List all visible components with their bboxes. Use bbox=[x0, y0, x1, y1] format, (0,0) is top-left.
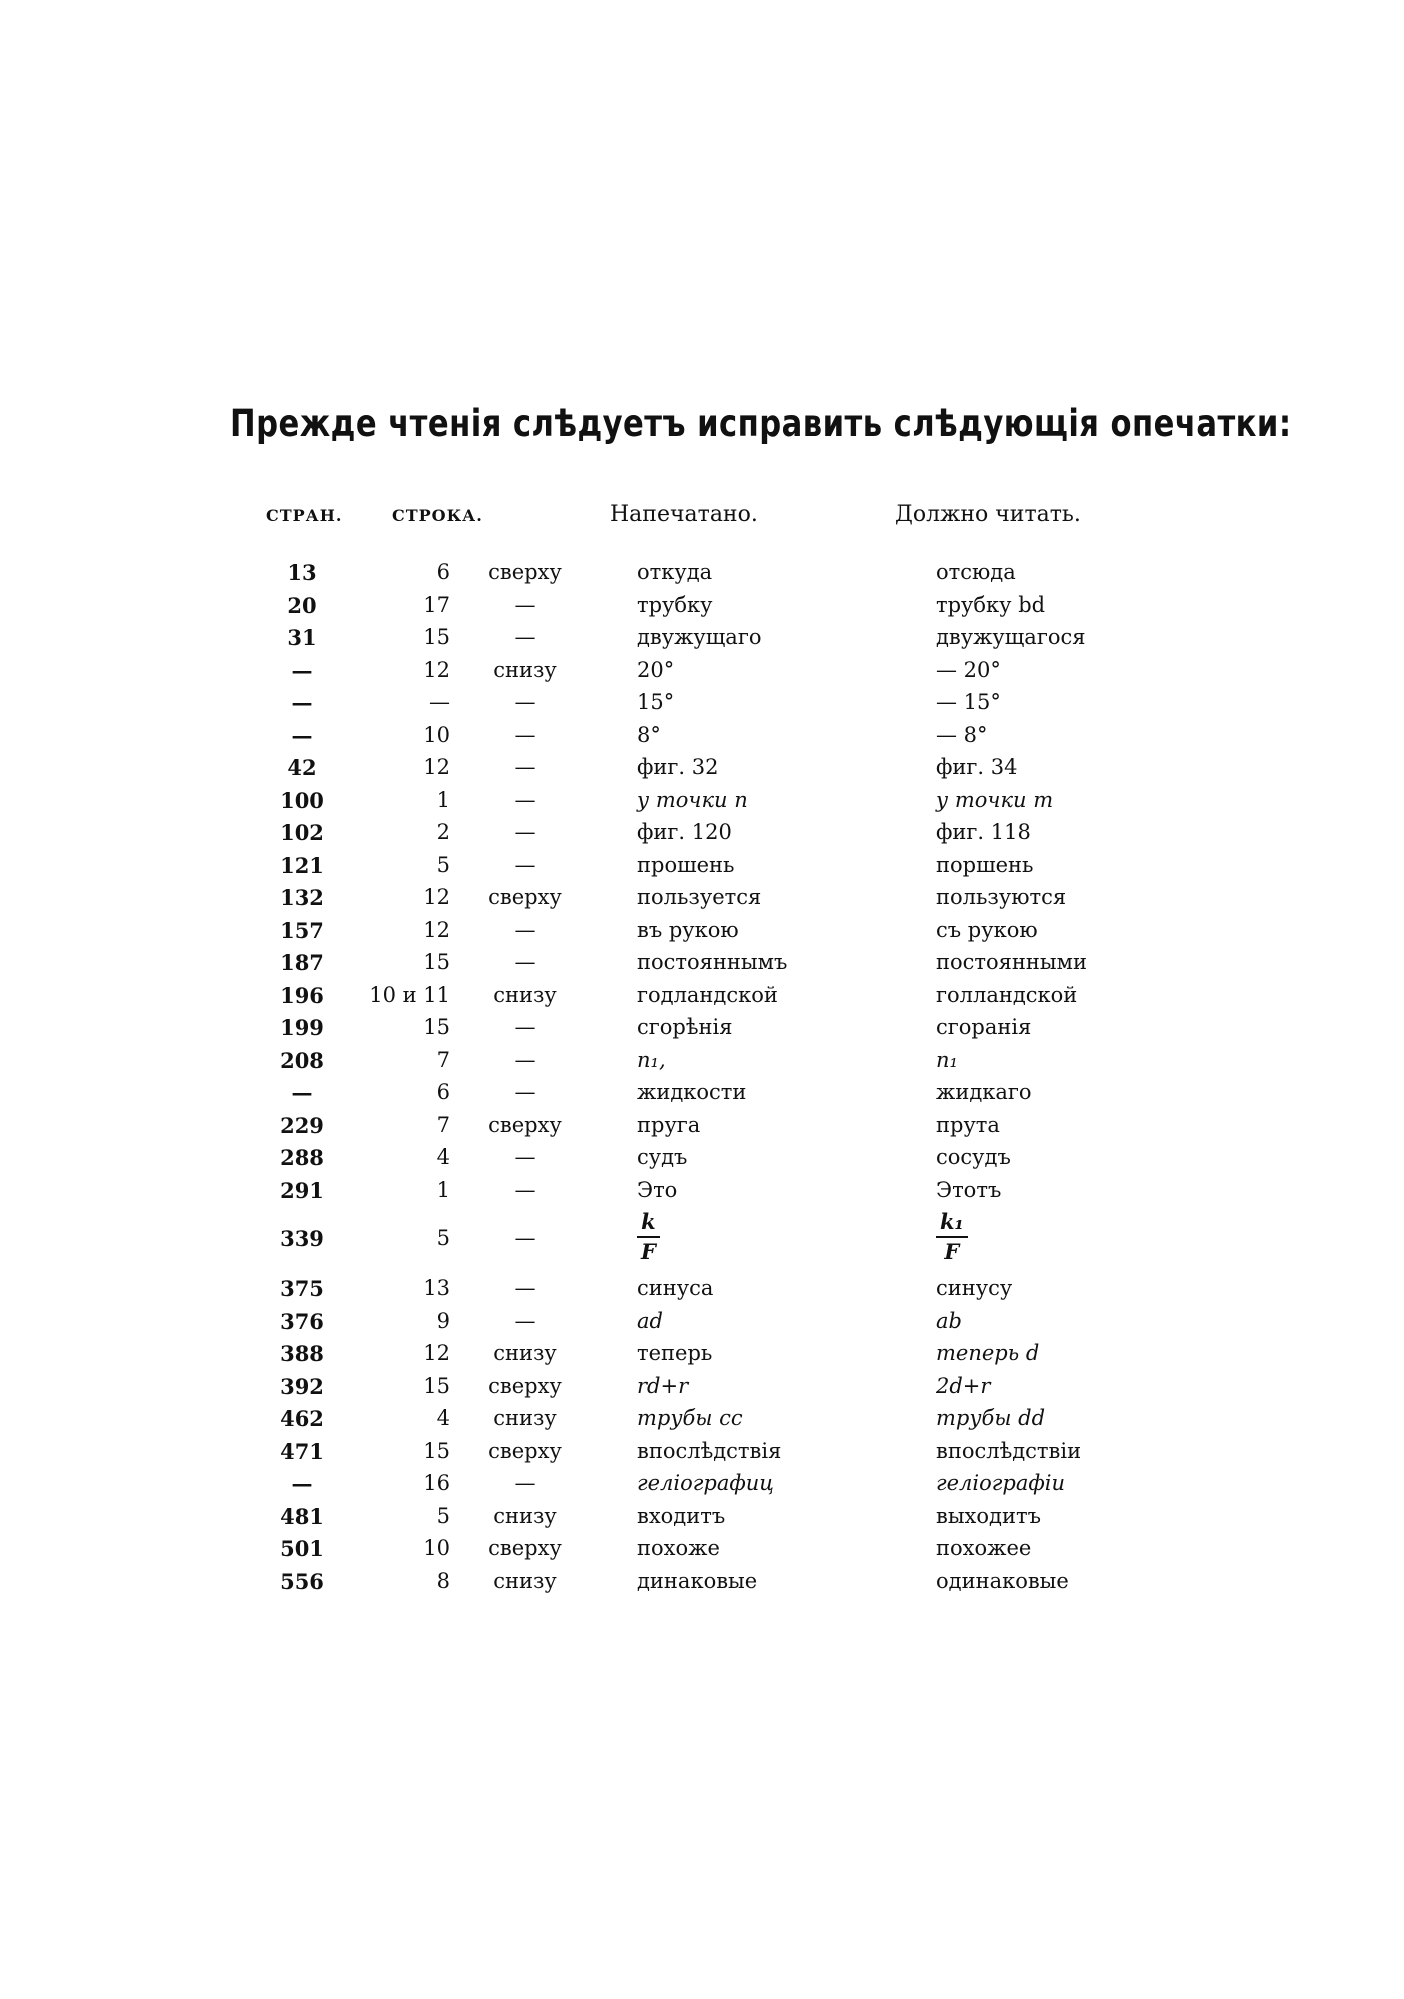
correct-text: поршень bbox=[936, 852, 1034, 877]
table-row bbox=[0, 1011, 1404, 1044]
line-number: 10 bbox=[423, 1536, 450, 1560]
correct-text: отсюда bbox=[936, 560, 1016, 584]
line-number: 5 bbox=[436, 1503, 450, 1528]
table-row bbox=[0, 1370, 1404, 1403]
line-number: 1 bbox=[436, 787, 450, 812]
table-row bbox=[0, 1467, 1404, 1500]
line-position: сверху bbox=[488, 1373, 562, 1398]
line-number: 9 bbox=[436, 1308, 450, 1333]
line-position: снизу bbox=[493, 1341, 557, 1365]
page-number: 481 bbox=[280, 1503, 324, 1529]
line-position: — bbox=[514, 690, 536, 714]
line-position: — bbox=[514, 625, 536, 649]
correct-fraction bbox=[936, 1208, 968, 1266]
line-position: — bbox=[514, 852, 536, 877]
page-number: 121 bbox=[280, 852, 324, 878]
header-correct: Должно читать. bbox=[895, 502, 1081, 527]
page-number: — bbox=[291, 690, 313, 715]
printed-text: теперь bbox=[637, 1341, 713, 1365]
table-row bbox=[0, 946, 1404, 979]
table-row bbox=[0, 1206, 1404, 1272]
table-row bbox=[0, 1272, 1404, 1305]
table-row bbox=[0, 1500, 1404, 1533]
line-number: 12 bbox=[423, 657, 450, 682]
line-number: 12 bbox=[423, 885, 450, 909]
printed-text: ad bbox=[637, 1308, 663, 1333]
correct-text: — 20° bbox=[936, 657, 1001, 682]
line-position: снизу bbox=[493, 1406, 557, 1430]
table-row bbox=[0, 1565, 1404, 1598]
printed-text: постояннымъ bbox=[637, 950, 788, 974]
printed-text: годландской bbox=[637, 982, 778, 1007]
correct-text: жидкаго bbox=[936, 1080, 1032, 1104]
line-number: 10 bbox=[423, 722, 450, 747]
printed-text: геліографиц bbox=[637, 1471, 774, 1495]
line-position: — bbox=[514, 820, 536, 844]
correct-text: геліографіи bbox=[936, 1471, 1066, 1495]
printed-text: фиг. 120 bbox=[637, 820, 732, 844]
header-line: СТРОКА. bbox=[392, 506, 483, 525]
line-number: 6 bbox=[436, 560, 450, 584]
table-row bbox=[0, 589, 1404, 622]
line-position: — bbox=[514, 592, 536, 617]
correct-text: трубы dd bbox=[936, 1406, 1046, 1430]
printed-text: похоже bbox=[637, 1536, 720, 1560]
line-position: сверху bbox=[488, 1438, 562, 1463]
page-number: 31 bbox=[287, 625, 317, 650]
line-position: — bbox=[514, 1080, 536, 1104]
line-number: 8 bbox=[436, 1568, 450, 1593]
page-number: 471 bbox=[280, 1438, 324, 1464]
correct-text: голландской bbox=[936, 982, 1078, 1007]
line-position: — bbox=[514, 1177, 536, 1202]
line-position: — bbox=[514, 1047, 536, 1072]
line-position: — bbox=[514, 950, 536, 974]
page-number: 157 bbox=[280, 917, 324, 943]
line-position: — bbox=[514, 1145, 536, 1169]
page-number: — bbox=[291, 1080, 313, 1105]
printed-fraction bbox=[637, 1208, 660, 1266]
correct-text: Этотъ bbox=[936, 1177, 1002, 1202]
printed-text: пруга bbox=[637, 1112, 701, 1137]
printed-text: динаковые bbox=[637, 1568, 758, 1593]
printed-text: n₁, bbox=[637, 1047, 666, 1072]
table-row bbox=[0, 914, 1404, 947]
printed-text: 8° bbox=[637, 722, 661, 747]
printed-text: 15° bbox=[637, 690, 675, 714]
printed-text: трубы cc bbox=[637, 1406, 743, 1430]
correct-text: фиг. 118 bbox=[936, 820, 1031, 844]
page-title: Прежде чтенія слѣдуетъ исправить слѣдующія опечатки: bbox=[230, 402, 1292, 445]
printed-text: входитъ bbox=[637, 1503, 726, 1528]
line-position: снизу bbox=[493, 1503, 557, 1528]
page-number: — bbox=[291, 722, 313, 748]
table-row bbox=[0, 654, 1404, 687]
line-number: 15 bbox=[423, 625, 450, 649]
page-number: 208 bbox=[280, 1047, 324, 1073]
printed-numerator: k bbox=[637, 1208, 660, 1238]
line-number: 13 bbox=[423, 1276, 450, 1300]
table-row bbox=[0, 719, 1404, 752]
page-number: — bbox=[291, 1471, 313, 1496]
table-row bbox=[0, 1435, 1404, 1468]
correct-text: у точки m bbox=[936, 787, 1054, 812]
page-number: 20 bbox=[287, 592, 317, 618]
page-number: 102 bbox=[280, 820, 324, 845]
correct-numerator: k₁ bbox=[936, 1208, 968, 1238]
line-number: 15 bbox=[423, 1373, 450, 1398]
correct-text: прута bbox=[936, 1112, 1000, 1137]
correct-text: 2d+r bbox=[936, 1373, 991, 1398]
correct-text: — 8° bbox=[936, 722, 988, 747]
printed-text: фиг. 32 bbox=[637, 755, 719, 779]
correct-text: сгоранія bbox=[936, 1015, 1032, 1039]
line-number: 12 bbox=[423, 1341, 450, 1365]
page-number: 132 bbox=[280, 885, 324, 910]
line-number: 15 bbox=[423, 950, 450, 974]
correct-text: похожее bbox=[936, 1536, 1032, 1560]
line-position: — bbox=[514, 1276, 536, 1300]
printed-text: у точки n bbox=[637, 787, 748, 812]
line-position: — bbox=[514, 917, 536, 942]
correct-text: одинаковые bbox=[936, 1568, 1069, 1593]
printed-text: двужущаго bbox=[637, 625, 762, 649]
page-number: 376 bbox=[280, 1308, 324, 1334]
line-number: 7 bbox=[436, 1112, 450, 1137]
correct-text: ab bbox=[936, 1308, 962, 1333]
table-row bbox=[0, 686, 1404, 719]
line-position: — bbox=[514, 1226, 536, 1250]
printed-text: 20° bbox=[637, 657, 675, 682]
page-number: 291 bbox=[280, 1177, 324, 1203]
line-position: — bbox=[514, 1015, 536, 1039]
page-number: 288 bbox=[280, 1145, 324, 1170]
line-position: снизу bbox=[493, 982, 557, 1007]
correct-text: трубку bd bbox=[936, 592, 1046, 617]
correct-denominator: F bbox=[944, 1239, 960, 1264]
line-position: — bbox=[514, 755, 536, 779]
line-position: — bbox=[514, 787, 536, 812]
table-row bbox=[0, 816, 1404, 849]
page-number: 375 bbox=[280, 1276, 324, 1301]
printed-denominator: F bbox=[641, 1239, 656, 1264]
line-number: 2 bbox=[436, 820, 450, 844]
printed-text: прошень bbox=[637, 852, 735, 877]
line-position: — bbox=[514, 722, 536, 747]
table-row bbox=[0, 1141, 1404, 1174]
line-number: 7 bbox=[436, 1047, 450, 1072]
correct-text: теперь d bbox=[936, 1341, 1040, 1365]
table-row bbox=[0, 1337, 1404, 1370]
page-number: 339 bbox=[280, 1226, 324, 1251]
line-number: — bbox=[429, 690, 450, 714]
page-number: 388 bbox=[280, 1341, 324, 1366]
table-row bbox=[0, 1532, 1404, 1565]
page-number: 392 bbox=[280, 1373, 324, 1399]
line-number: 17 bbox=[423, 592, 450, 617]
line-number: 4 bbox=[436, 1406, 450, 1430]
line-number: 12 bbox=[423, 917, 450, 942]
page-number: 42 bbox=[287, 755, 317, 780]
line-number: 6 bbox=[436, 1080, 450, 1104]
line-number: 10 и 11 bbox=[369, 982, 450, 1007]
printed-text: въ рукою bbox=[637, 917, 739, 942]
page-number: 196 bbox=[280, 982, 324, 1008]
page-number: 556 bbox=[280, 1568, 324, 1594]
printed-text: откуда bbox=[637, 560, 713, 584]
page-number: 199 bbox=[280, 1015, 324, 1040]
correct-text: фиг. 34 bbox=[936, 755, 1018, 779]
table-row bbox=[0, 1076, 1404, 1109]
line-number: 5 bbox=[436, 1226, 450, 1250]
line-number: 12 bbox=[423, 755, 450, 779]
printed-text: жидкости bbox=[637, 1080, 747, 1104]
errata-table bbox=[0, 556, 1404, 1597]
table-row bbox=[0, 1044, 1404, 1077]
header-page: СТРАН. bbox=[266, 506, 343, 525]
printed-text: синуса bbox=[637, 1276, 714, 1300]
table-row bbox=[0, 849, 1404, 882]
table-row bbox=[0, 1174, 1404, 1207]
table-row bbox=[0, 1402, 1404, 1435]
page-number: 501 bbox=[280, 1536, 324, 1561]
table-row bbox=[0, 881, 1404, 914]
line-number: 15 bbox=[423, 1015, 450, 1039]
printed-text: впослѣдствія bbox=[637, 1438, 782, 1463]
page-number: — bbox=[291, 657, 313, 683]
line-position: снизу bbox=[493, 1568, 557, 1593]
page-number: 462 bbox=[280, 1406, 324, 1431]
header-printed: Напечатано. bbox=[610, 502, 758, 527]
line-number: 4 bbox=[436, 1145, 450, 1169]
correct-text: впослѣдствіи bbox=[936, 1438, 1082, 1463]
table-row bbox=[0, 621, 1404, 654]
line-number: 1 bbox=[436, 1177, 450, 1202]
correct-text: сосудъ bbox=[936, 1145, 1011, 1169]
table-row bbox=[0, 1305, 1404, 1338]
line-number: 16 bbox=[423, 1471, 450, 1495]
printed-text: пользуется bbox=[637, 885, 762, 909]
correct-text: синусу bbox=[936, 1276, 1013, 1300]
page-number: 13 bbox=[287, 560, 317, 585]
table-row bbox=[0, 751, 1404, 784]
correct-text: — 15° bbox=[936, 690, 1001, 714]
correct-text: выходитъ bbox=[936, 1503, 1041, 1528]
correct-text: n₁ bbox=[936, 1047, 958, 1072]
printed-text: Это bbox=[637, 1177, 678, 1202]
printed-text: сгорѣнія bbox=[637, 1015, 733, 1039]
line-position: — bbox=[514, 1471, 536, 1495]
line-number: 5 bbox=[436, 852, 450, 877]
line-position: сверху bbox=[488, 560, 562, 584]
page-number: 229 bbox=[280, 1112, 324, 1138]
printed-text: трубку bbox=[637, 592, 713, 617]
table-row bbox=[0, 979, 1404, 1012]
correct-text: пользуются bbox=[936, 885, 1067, 909]
line-position: снизу bbox=[493, 657, 557, 682]
correct-text: двужущагося bbox=[936, 625, 1086, 649]
printed-text: rd+r bbox=[637, 1373, 689, 1398]
table-row bbox=[0, 1109, 1404, 1142]
line-position: сверху bbox=[488, 885, 562, 909]
line-number: 15 bbox=[423, 1438, 450, 1463]
line-position: сверху bbox=[488, 1536, 562, 1560]
page-number: 100 bbox=[280, 787, 324, 813]
line-position: — bbox=[514, 1308, 536, 1333]
correct-text: съ рукою bbox=[936, 917, 1038, 942]
table-row bbox=[0, 784, 1404, 817]
page-number: 187 bbox=[280, 950, 324, 975]
line-position: сверху bbox=[488, 1112, 562, 1137]
printed-text: судъ bbox=[637, 1145, 688, 1169]
table-row bbox=[0, 556, 1404, 589]
correct-text: постоянными bbox=[936, 950, 1087, 974]
